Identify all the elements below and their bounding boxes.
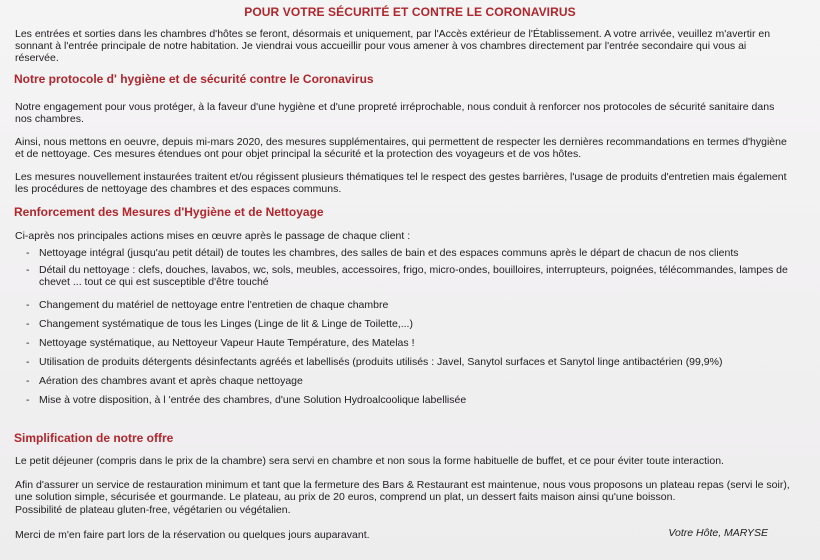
commitment-paragraph: Notre engagement pour vous protéger, à la faveur d'une hygiène et d'une propreté irréprochable, nous conduit à renforcer nos protocoles de sécurité sanitaire dans nos chambres.	[15, 101, 775, 126]
list-item: - Détail du nettoyage : clefs, douches, lavabos, wc, sols, meubles, accessoires, frigo, micro-ondes, bouilloires, interrupteurs, poignées, télécommandes, lampes de chevet ... tout ce qui est susceptible d'être touché	[26, 264, 788, 288]
section-heading-hygiene-protocol: Notre protocole d' hygiène et de sécurité contre le Coronavirus	[14, 72, 374, 86]
host-signature: Votre Hôte, MARYSE	[668, 527, 768, 539]
reservation-note: Merci de m'en faire part lors de la réservation ou quelques jours auparavant.	[15, 529, 370, 541]
list-item: - Aération des chambres avant et après chaque nettoyage	[26, 375, 303, 387]
dash-icon: -	[26, 337, 30, 349]
breakfast-paragraph: Le petit déjeuner (compris dans le prix de la chambre) sera servi en chambre et non sous la forme habituelle de buffet, et ce pour éviter toute interaction.	[15, 455, 724, 467]
document-title: POUR VOTRE SÉCURITÉ ET CONTRE LE CORONAVIRUS	[244, 5, 576, 19]
section-heading-reinforcement: Renforcement des Mesures d'Hygiène et de Nettoyage	[14, 205, 324, 219]
list-item: - Utilisation de produits détergents désinfectants agréés et labellisés (produits utilisés : Javel, Sanytol surfaces et Sanytol linge antibactérien (99,9%)	[26, 356, 723, 368]
list-item: - Mise à votre disposition, à l 'entrée des chambres, d'une Solution Hydroalcoolique labellisée	[26, 394, 467, 406]
section-heading-simplification: Simplification de notre offre	[14, 431, 174, 445]
measures-paragraph: Ainsi, nous mettons en oeuvre, depuis mi-mars 2020, des mesures supplémentaires, qui permettent de respecter les dernières recommandations en termes d'hygiène et de nettoyage. Ces mesures étendues ont pour objet principal la sécurité et la protection des voyageurs et de vos hôtes.	[15, 136, 787, 161]
dash-icon: -	[26, 264, 30, 276]
list-item: - Changement du matériel de nettoyage entre l'entretien de chaque chambre	[26, 299, 389, 311]
dietary-options-paragraph: Possibilité de plateau gluten-free, végétarien ou végétalien.	[15, 504, 291, 516]
dash-icon: -	[26, 247, 30, 259]
themes-paragraph: Les mesures nouvellement instaurées traitent et/ou régissent plusieurs thématiques tel le respect des gestes barrières, l'usage de produits d'entretien mais également les procédures de nettoyage des chambres et des espaces communs.	[15, 171, 787, 196]
dash-icon: -	[26, 318, 30, 330]
dash-icon: -	[26, 394, 30, 406]
list-item: - Changement systématique de tous les Linges (Linge de lit & Linge de Toilette,...)	[26, 318, 413, 330]
dash-icon: -	[26, 375, 30, 387]
dash-icon: -	[26, 299, 30, 311]
intro-paragraph: Les entrées et sorties dans les chambres d'hôtes se feront, désormais et uniquement, par l'Accès extérieur de l'Établissement. A votre arrivée, veuillez m'avertir en sonnant à l'entrée principale de notre habitation. Je viendrai vous accueillir pour vous amener à vos chambres directement par l'entrée secondaire qui vous ai réservée.	[15, 28, 771, 65]
actions-intro: Ci-après nos principales actions mises en œuvre après le passage de chaque client :	[15, 230, 411, 242]
meal-tray-paragraph: Afin d'assurer un service de restauration minimum et tant que la fermeture des Bars & Restaurant est maintenue, nous vous proposons un plateau repas (servi le soir), une solution simple, sécurisée et gourmande. Le plateau, au prix de 20 euros, comprend un plat, un dessert faits maison ainsi qu'une boisson.	[15, 479, 790, 504]
dash-icon: -	[26, 356, 30, 368]
list-item: - Nettoyage systématique, au Nettoyeur Vapeur Haute Température, des Matelas !	[26, 337, 415, 349]
list-item: - Nettoyage intégral (jusqu'au petit détail) de toutes les chambres, des salles de bain et des espaces communs après le départ de chacun de nos clients	[26, 247, 739, 259]
